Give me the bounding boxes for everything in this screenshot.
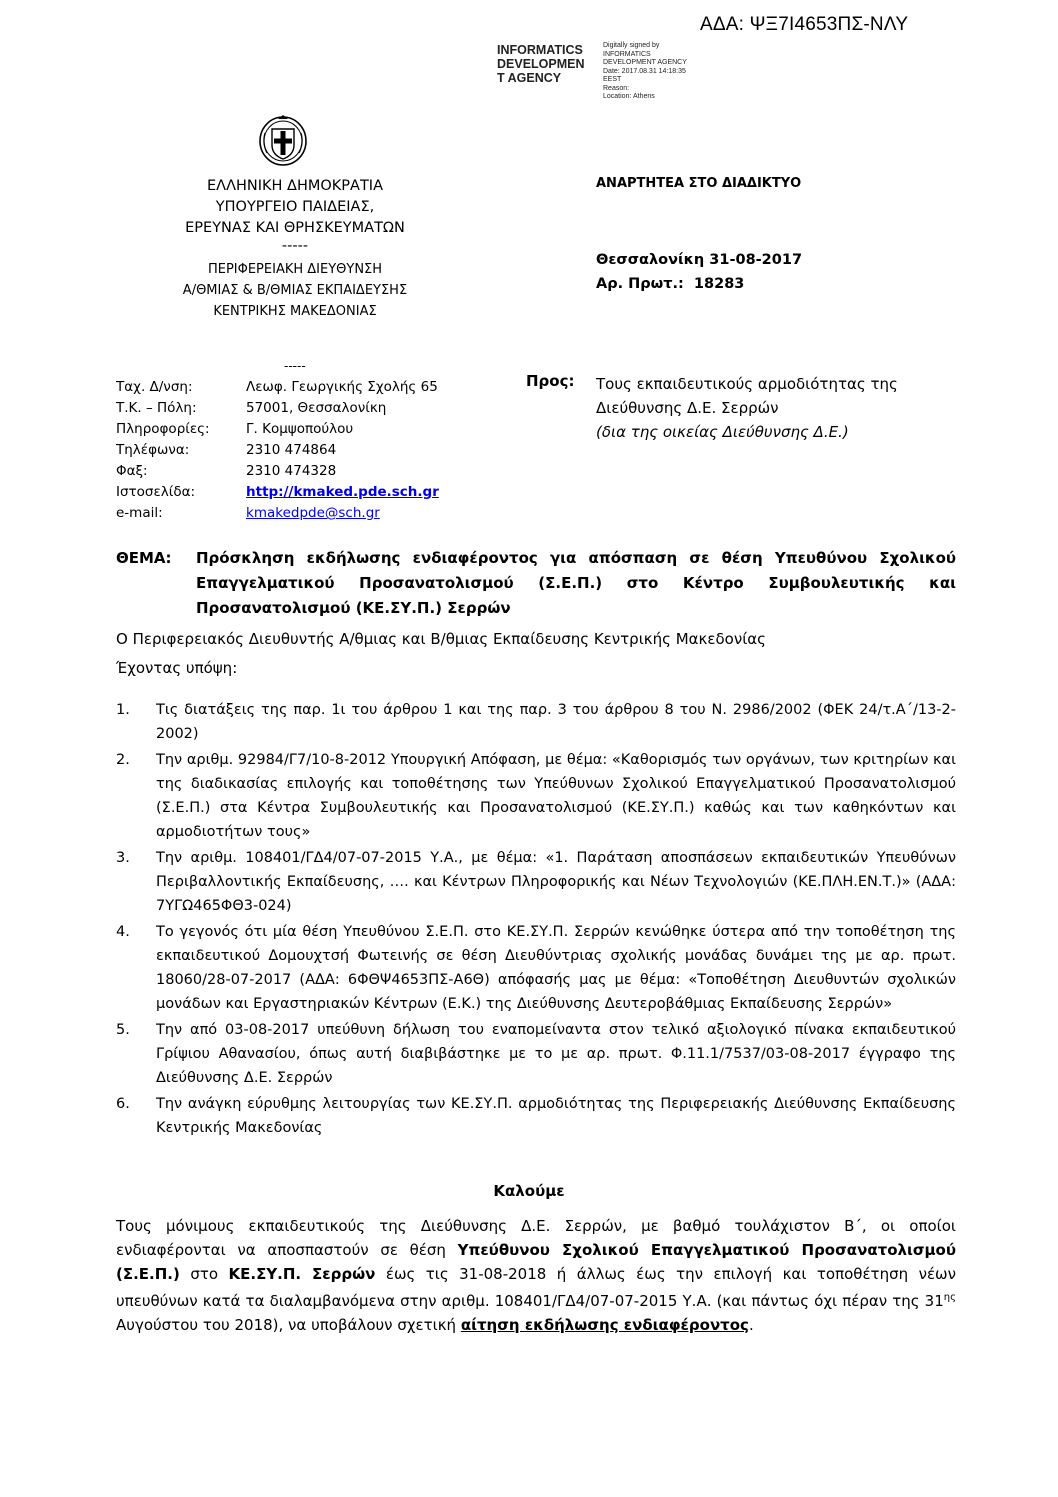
issuer-ministry-cont: ΕΡΕΥΝΑΣ ΚΑΙ ΘΡΗΣΚΕΥΜΑΤΩΝ: [185, 220, 405, 236]
signature-org-line: DEVELOPMEN: [497, 57, 585, 71]
list-item: [116, 846, 956, 918]
website-link[interactable]: http://kmaked.pde.sch.gr: [246, 484, 439, 500]
signature-org-line: T AGENCY: [497, 71, 562, 85]
signature-detail-line: Date: 2017.08.31 14:18:35: [603, 67, 686, 75]
director-line: Ο Περιφερειακός Διευθυντής Α/θμιας και Β/θμιας Εκπαίδευσης Κεντρικής Μακεδονίας: [116, 630, 766, 648]
signature-detail-line: Reason:: [603, 84, 630, 92]
date-protocol-block: [596, 248, 802, 296]
contact-block: [116, 356, 439, 524]
recipient-label: Προς:: [526, 372, 575, 390]
call-center: ΚΕ.ΣΥ.Π. Σερρών: [228, 1265, 376, 1283]
contact-value: Λεωφ. Γεωργικής Σχολής 65: [246, 379, 438, 395]
call-ordinal-suffix: ης: [943, 1292, 956, 1303]
ada-code: ΑΔΑ: ΨΞ7Ι4653ΠΣ-ΝΛΥ: [700, 14, 909, 35]
list-item-text: Την ανάγκη εύρυθμης λειτουργίας των ΚΕ.ΣΥ.Π. αρμοδιότητας της Περιφερειακής Διεύθυνσης Εκπαίδευσης Κεντρικής Μακεδονίας: [156, 1096, 956, 1136]
posting-notice: ΑΝΑΡΤΗΤΕΑ ΣΤΟ ΔΙΑΔΙΚΤΥΟ: [596, 176, 802, 191]
contact-label: Φαξ:: [116, 463, 148, 479]
call-position: Υπεύθυνου Σχολικού Επαγγελματικού Προσανατολισμού (Σ.Ε.Π.): [116, 1241, 956, 1283]
contact-separator: -----: [284, 359, 306, 373]
list-item-number: 3.: [116, 850, 130, 866]
call-paragraph: [116, 1214, 956, 1337]
subject-block: [116, 546, 956, 621]
issuer-directorate-cont: Α/ΘΜΙΑΣ & Β/ΘΜΙΑΣ ΕΚΠΑΙΔΕΥΣΗΣ: [182, 283, 408, 298]
contact-value: 2310 474864: [246, 442, 337, 458]
signature-org-line: INFORMATICS: [497, 43, 583, 57]
list-item-number: 5.: [116, 1022, 130, 1038]
call-text: .: [748, 1316, 754, 1334]
contact-value: 2310 474328: [246, 463, 337, 479]
list-item: [116, 748, 956, 844]
contact-label: e-mail:: [116, 505, 163, 521]
call-text: Αυγούστου του 2018), να υποβάλουν σχετική: [116, 1316, 461, 1334]
signature-detail-line: EEST: [603, 76, 622, 83]
signature-detail-line: Digitally signed by: [603, 42, 660, 49]
having-regard-heading: Έχοντας υπόψη:: [116, 659, 238, 677]
signature-detail-line: DEVELOPMENT AGENCY: [603, 59, 687, 66]
contact-label: Τηλέφωνα:: [116, 442, 190, 458]
considerations-list: [116, 698, 956, 1142]
list-item-text: Τις διατάξεις της παρ. 1ι του άρθρου 1 και της παρ. 3 του άρθρου 8 του Ν. 2986/2002 (ΦΕΚ 24/τ.Α΄/13-2-2002): [156, 702, 956, 742]
contact-row: [116, 377, 438, 398]
contact-value: 57001, Θεσσαλονίκη: [246, 400, 387, 416]
call-text: στο: [179, 1265, 229, 1283]
call-application: αίτηση εκδήλωσης ενδιαφέροντος: [460, 1316, 749, 1334]
subject-text: Πρόσκληση εκδήλωσης ενδιαφέροντος για απόσπαση σε θέση Υπευθύνου Σχολικού Επαγγελματικού Προσανατολισμού (Σ.Ε.Π.) στο Κέντρο Συμβουλευτικής και Προσανατολισμού (ΚΕ.ΣΥ.Π.) Σερρών: [196, 549, 956, 617]
list-item-number: 2.: [116, 752, 130, 768]
contact-label: Ιστοσελίδα:: [116, 484, 196, 500]
recipient-block: [596, 372, 946, 444]
contact-row: [116, 503, 380, 524]
issuer-directorate: ΠΕΡΙΦΕΡΕΙΑΚΗ ΔΙΕΥΘΥΝΣΗ: [207, 262, 383, 277]
contact-label: Πληροφορίες:: [116, 421, 210, 437]
contact-row: [116, 440, 337, 461]
contact-label: Τ.Κ. – Πόλη:: [116, 400, 197, 416]
call-text: Τους μόνιμους εκπαιδευτικούς της Διεύθυνσης Δ.Ε. Σερρών, με βαθμό τουλάχιστον Β΄, οι οποίοι ενδιαφέρονται να αποσπαστούν σε θέση: [116, 1217, 956, 1259]
list-item-text: Το γεγονός ότι μία θέση Υπευθύνου Σ.Ε.Π. στο ΚΕ.ΣΥ.Π. Σερρών κενώθηκε ύστερα από την τοποθέτηση της εκπαιδευτικού Δομουχτσή Φωτεινής σε θέση Διευθύντριας σχολικής μονάδας δυνάμει της με αρ. πρωτ. 18060/28-07-2017 (ΑΔΑ: 6ΦΘΨ4653ΠΣ-Α6Θ) απόφασής μας με θέμα: «Τοποθέτηση Διευθυντών σχολικών μονάδων και Εργαστηριακών Κέντρων (Ε.Κ.) της Διεύθυνσης Δευτεροβάθμιας Εκπαίδευσης Σερρών»: [156, 924, 956, 1012]
signature-detail-line: INFORMATICS: [603, 50, 651, 58]
list-item-text: Την από 03-08-2017 υπεύθυνη δήλωση του εναπομείναντα στον τελικό αξιολογικό πίνακα εκπαιδευτικού Γρίψιου Αθανασίου, όπως αυτή διαβιβάστηκε με το με αρ. πρωτ. Φ.11.1/7537/03-08-2017 έγγραφο της Διεύθυνσης Δ.Ε. Σερρών: [156, 1022, 956, 1086]
list-item-number: 4.: [116, 924, 130, 940]
list-item-text: Την αριθμ. 108401/ΓΔ4/07-07-2015 Υ.Α., με θέμα: «1. Παράταση αποσπάσεων εκπαιδευτικών Υπευθύνων Περιβαλλοντικής Εκπαίδευσης, …. και Κέντρων Πληροφορικής και Νέων Τεχνολογιών (ΚΕ.ΠΛΗ.ΕΝ.Τ.)» (ΑΔΑ: 7ΥΓΩ465ΦΘ3-024): [156, 850, 956, 914]
contact-row: [116, 398, 387, 419]
list-item: [116, 1092, 956, 1140]
call-heading: Καλούμε: [493, 1182, 565, 1200]
issuer-ministry: ΥΠΟΥΡΓΕΙΟ ΠΑΙΔΕΙΑΣ,: [215, 199, 375, 215]
recipient-note: (δια της οικείας Διεύθυνσης Δ.Ε.): [596, 423, 849, 441]
document-date: Θεσσαλονίκη 31-08-2017: [596, 252, 803, 268]
signature-organization: [497, 43, 585, 85]
contact-row: [116, 419, 354, 440]
email-link[interactable]: kmakedpde@sch.gr: [246, 505, 380, 521]
issuer-separator: -----: [281, 238, 309, 254]
list-item-number: 6.: [116, 1096, 130, 1112]
contact-row: [116, 461, 337, 482]
contact-value: Γ. Κομψοπούλου: [246, 421, 354, 437]
state-emblem-icon: [258, 113, 308, 167]
contact-label: Ταχ. Δ/νση:: [116, 379, 193, 395]
signature-details: [603, 42, 687, 102]
list-item: [116, 920, 956, 1016]
subject-label: ΘΕΜΑ:: [116, 549, 172, 567]
contact-row: [116, 482, 439, 503]
issuer-region: ΚΕΝΤΡΙΚΗΣ ΜΑΚΕΔΟΝΙΑΣ: [213, 304, 377, 319]
list-item: [116, 698, 956, 746]
protocol-number: Αρ. Πρωτ.: 18283: [596, 276, 745, 292]
list-item: [116, 1018, 956, 1090]
signature-detail-line: Location: Athens: [603, 93, 655, 100]
issuer-country: ΕΛΛΗΝΙΚΗ ΔΗΜΟΚΡΑΤΙΑ: [206, 178, 384, 194]
list-item-number: 1.: [116, 702, 130, 718]
recipient-line: Διεύθυνσης Δ.Ε. Σερρών: [596, 399, 779, 417]
issuer-header: [130, 176, 460, 322]
call-text: έως τις 31-08-2018 ή άλλως έως την επιλογή και τοποθέτηση νέων υπευθύνων κατά τα διαλαμβανόμενα στην αριθμ. 108401/ΓΔ4/07-07-2015 Υ.Α. (και πάντως όχι πέραν της 31: [116, 1265, 956, 1310]
list-item-text: Την αριθμ. 92984/Γ7/10-8-2012 Υπουργική Απόφαση, με θέμα: «Καθορισμός των οργάνων, των κριτηρίων και της διαδικασίας επιλογής και τοποθέτησης των Υπεύθυνων Σχολικού Επαγγελματικού Προσανατολισμού (Σ.Ε.Π.) στα Κέντρα Συμβουλευτικής και Προσανατολισμού (ΚΕ.ΣΥ.Π.) καθώς και των καθηκόντων και αρμοδιοτήτων τους»: [156, 752, 956, 840]
recipient-line: Τους εκπαιδευτικούς αρμοδιότητας της: [596, 375, 898, 393]
